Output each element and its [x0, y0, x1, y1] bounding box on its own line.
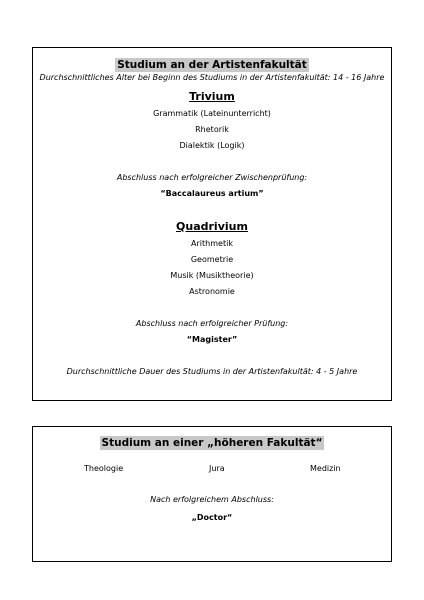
faculty-theologie: Theologie — [84, 464, 124, 473]
age-note: Durchschnittliches Alter bei Beginn des Studiums in der Artistenfakultät: 14 - 16 Jahre — [39, 73, 385, 82]
artistenfakultaet-box — [32, 47, 392, 401]
duration-note: Durchschnittliche Dauer des Studiums in der Artistenfakultät: 4 - 5 Jahre — [66, 367, 358, 376]
doctor-degree: „Doctor“ — [191, 513, 233, 522]
artistenfakultaet-title-wrap — [33, 53, 391, 72]
trivium-heading: Trivium — [189, 90, 235, 103]
quadrivium-item-arithmetik: Arithmetik — [191, 239, 233, 248]
hoehere-fakultaet-title-wrap — [33, 431, 391, 450]
faculty-medizin: Medizin — [310, 464, 341, 473]
quadrivium-item-musik: Musik (Musiktheorie) — [170, 271, 254, 280]
trivium-item-rhetorik: Rhetorik — [195, 125, 229, 134]
trivium-degree: “Baccalaureus artium” — [160, 189, 264, 198]
hoehere-fakultaet-box — [32, 426, 392, 562]
hoehere-fakultaet-title: Studium an einer „höheren Fakultät“ — [101, 437, 323, 449]
quadrivium-item-astronomie: Astronomie — [189, 287, 235, 296]
trivium-exam-note: Abschluss nach erfolgreicher Zwischenprüfung: — [116, 173, 308, 182]
trivium-item-grammatik: Grammatik (Lateinunterricht) — [153, 109, 271, 118]
quadrivium-exam-note: Abschluss nach erfolgreicher Prüfung: — [135, 319, 289, 328]
faculty-jura: Jura — [209, 464, 225, 473]
artistenfakultaet-title: Studium an der Artistenfakultät — [117, 59, 307, 71]
doctor-exam-note: Nach erfolgreichem Abschluss: — [150, 495, 274, 504]
quadrivium-heading: Quadrivium — [176, 220, 248, 233]
trivium-item-dialektik: Dialektik (Logik) — [179, 141, 245, 150]
quadrivium-item-geometrie: Geometrie — [190, 255, 234, 264]
quadrivium-degree: “Magister” — [186, 335, 238, 344]
